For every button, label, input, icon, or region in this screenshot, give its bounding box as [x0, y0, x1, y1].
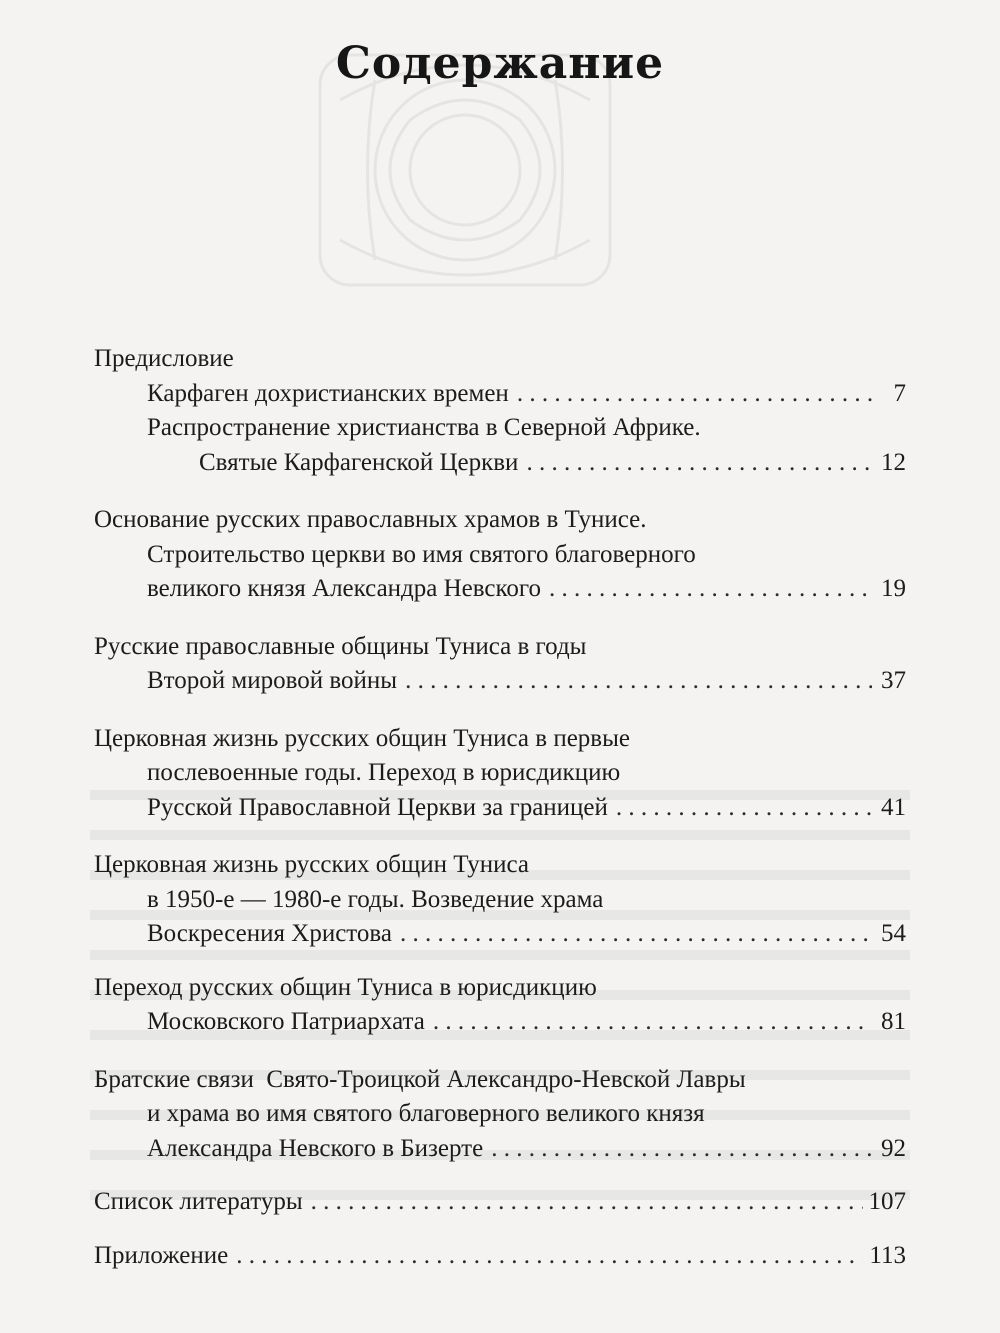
toc-entry-postwar: [94, 722, 906, 826]
toc-subentry-title: Распространение христианства в Северной Африке.: [147, 414, 701, 441]
toc-entry-moscow: [94, 971, 906, 1040]
page-number: 81: [881, 1008, 906, 1035]
page-number: 12: [881, 448, 906, 476]
toc-entry-title: Приложение: [94, 1241, 229, 1269]
dot-leader: [491, 1132, 872, 1167]
page-number: 54: [881, 920, 906, 947]
toc-entry-title: Список литературы: [94, 1188, 303, 1215]
toc-entry-title: Братские связи Свято-Троицкой Александро-Невской Лавры: [94, 1065, 746, 1093]
page-number: 92: [881, 1134, 906, 1162]
toc-subentry-title-continued: Святые Карфагенской Церкви: [199, 448, 519, 476]
page-title: Содержание: [335, 38, 665, 89]
toc-entry-literature: [94, 1185, 906, 1220]
toc-entry-title-continued: в 1950-е — 1980-е годы. Возведение храма: [147, 885, 604, 913]
toc-subentry-saints: [94, 446, 906, 481]
dot-leader: [311, 1185, 863, 1220]
dot-leader: [549, 572, 872, 607]
toc-entry-title: Русские православные общины Туниса в годы: [94, 632, 587, 660]
dot-leader: [405, 664, 872, 699]
toc-entry-title-continued: Строительство церкви во имя святого благоверного: [147, 540, 696, 568]
toc-entry-fraternal: [94, 1063, 906, 1167]
toc-entry-fifties: [94, 848, 906, 952]
dot-leader: [433, 1005, 872, 1040]
toc-entry-title-continued: Русской Православной Церкви за границей: [147, 793, 608, 821]
toc-heading-preface: Предисловие: [94, 345, 234, 372]
toc-entry-preface: [94, 342, 906, 480]
page-number: 107: [868, 1188, 906, 1215]
toc-entry-title: Церковная жизнь русских общин Туниса в первые: [94, 724, 630, 752]
toc-subentry-carthage: [94, 377, 906, 412]
page-number: 7: [893, 379, 906, 407]
toc-entry-title-continued: великого князя Александра Невского: [147, 575, 542, 602]
toc-entry-title-continued: Воскресения Христова: [147, 920, 392, 947]
page-number: 113: [869, 1241, 906, 1269]
page-number: 37: [881, 667, 906, 694]
dot-leader: [517, 377, 872, 412]
toc-entry-title: Переход русских общин Туниса в юрисдикцию: [94, 973, 597, 1001]
toc-entry-title: Церковная жизнь русских общин Туниса: [94, 851, 530, 878]
page-number: 19: [881, 575, 906, 602]
toc-entry-title: Основание русских православных храмов в Тунисе.: [94, 506, 647, 533]
toc-entry-founding: [94, 503, 906, 607]
toc-entry-war: [94, 630, 906, 699]
toc-subentry-title: Карфаген дохристианских времен: [147, 379, 509, 407]
dot-leader: [236, 1239, 863, 1274]
dot-leader: [400, 917, 872, 952]
dot-leader: [616, 791, 872, 826]
toc-entry-title-continued: и храма во имя святого благоверного великого князя: [147, 1100, 705, 1127]
toc-entry-title-continued: Второй мировой войны: [147, 667, 398, 694]
toc-entry-title-continued: послевоенные годы. Переход в юрисдикцию: [147, 759, 621, 786]
page-number: 41: [881, 793, 906, 821]
table-of-contents: [94, 342, 906, 1296]
toc-entry-title-continued: Московского Патриархата: [147, 1008, 425, 1035]
toc-entry-appendix: [94, 1239, 906, 1274]
dot-leader: [526, 446, 872, 481]
toc-entry-title-continued: Александра Невского в Бизерте: [147, 1134, 484, 1162]
